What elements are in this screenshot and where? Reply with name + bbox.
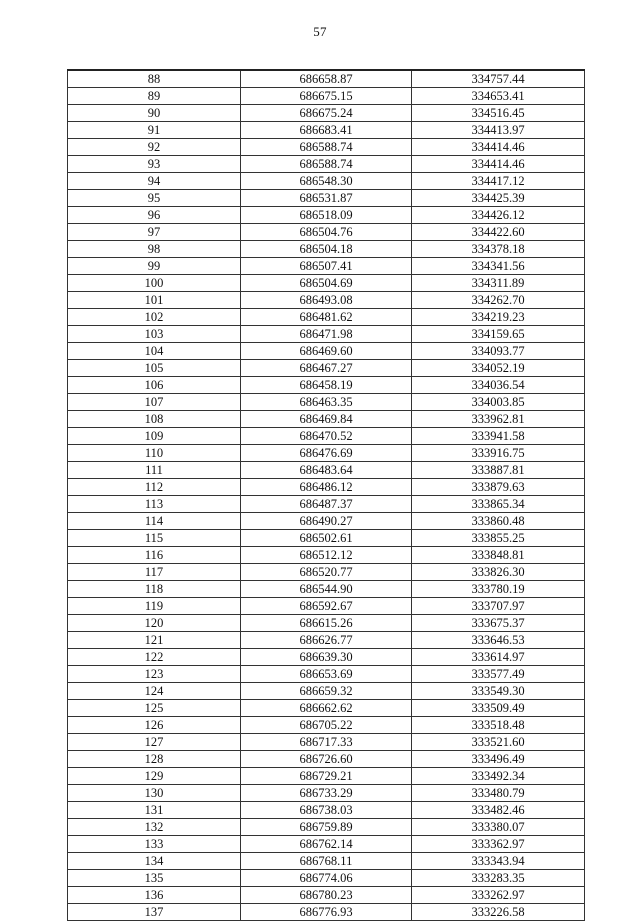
y-coordinate-cell: 333826.30 (412, 564, 585, 581)
table-row (68, 547, 585, 564)
table-row (68, 258, 585, 275)
point-number-cell: 89 (68, 88, 241, 105)
table-row (68, 802, 585, 819)
table-row (68, 564, 585, 581)
point-number-cell: 91 (68, 122, 241, 139)
point-number-cell: 136 (68, 887, 241, 904)
point-number-cell: 88 (68, 70, 241, 88)
table-row (68, 734, 585, 751)
table-row (68, 632, 585, 649)
table-row (68, 173, 585, 190)
table-row (68, 904, 585, 921)
point-number-cell: 101 (68, 292, 241, 309)
table-row (68, 326, 585, 343)
point-number-cell: 102 (68, 309, 241, 326)
x-coordinate-cell: 686467.27 (241, 360, 412, 377)
x-coordinate-cell: 686487.37 (241, 496, 412, 513)
table-row (68, 666, 585, 683)
y-coordinate-cell: 334414.46 (412, 156, 585, 173)
y-coordinate-cell: 334417.12 (412, 173, 585, 190)
y-coordinate-cell: 334414.46 (412, 139, 585, 156)
x-coordinate-cell: 686626.77 (241, 632, 412, 649)
point-number-cell: 116 (68, 547, 241, 564)
y-coordinate-cell: 334159.65 (412, 326, 585, 343)
y-coordinate-cell: 334757.44 (412, 70, 585, 88)
coordinates-table (67, 69, 585, 921)
x-coordinate-cell: 686675.15 (241, 88, 412, 105)
x-coordinate-cell: 686588.74 (241, 139, 412, 156)
point-number-cell: 100 (68, 275, 241, 292)
point-number-cell: 114 (68, 513, 241, 530)
x-coordinate-cell: 686659.32 (241, 683, 412, 700)
point-number-cell: 97 (68, 224, 241, 241)
x-coordinate-cell: 686726.60 (241, 751, 412, 768)
y-coordinate-cell: 333646.53 (412, 632, 585, 649)
x-coordinate-cell: 686544.90 (241, 581, 412, 598)
x-coordinate-cell: 686471.98 (241, 326, 412, 343)
table-row (68, 836, 585, 853)
x-coordinate-cell: 686469.84 (241, 411, 412, 428)
y-coordinate-cell: 334311.89 (412, 275, 585, 292)
table-row (68, 819, 585, 836)
table-row (68, 445, 585, 462)
x-coordinate-cell: 686507.41 (241, 258, 412, 275)
table-row (68, 513, 585, 530)
y-coordinate-cell: 334003.85 (412, 394, 585, 411)
table-row (68, 887, 585, 904)
y-coordinate-cell: 333226.58 (412, 904, 585, 921)
point-number-cell: 111 (68, 462, 241, 479)
x-coordinate-cell: 686502.61 (241, 530, 412, 547)
point-number-cell: 131 (68, 802, 241, 819)
table-row (68, 751, 585, 768)
table-row (68, 615, 585, 632)
x-coordinate-cell: 686458.19 (241, 377, 412, 394)
y-coordinate-cell: 333887.81 (412, 462, 585, 479)
y-coordinate-cell: 333707.97 (412, 598, 585, 615)
x-coordinate-cell: 686658.87 (241, 70, 412, 88)
table-row (68, 717, 585, 734)
y-coordinate-cell: 334653.41 (412, 88, 585, 105)
table-row (68, 768, 585, 785)
y-coordinate-cell: 333480.79 (412, 785, 585, 802)
table-row (68, 428, 585, 445)
y-coordinate-cell: 333879.63 (412, 479, 585, 496)
point-number-cell: 132 (68, 819, 241, 836)
x-coordinate-cell: 686683.41 (241, 122, 412, 139)
table-row (68, 870, 585, 887)
y-coordinate-cell: 334052.19 (412, 360, 585, 377)
x-coordinate-cell: 686512.12 (241, 547, 412, 564)
point-number-cell: 105 (68, 360, 241, 377)
table-row (68, 581, 585, 598)
table-row (68, 360, 585, 377)
y-coordinate-cell: 333283.35 (412, 870, 585, 887)
x-coordinate-cell: 686653.69 (241, 666, 412, 683)
y-coordinate-cell: 333380.07 (412, 819, 585, 836)
x-coordinate-cell: 686588.74 (241, 156, 412, 173)
y-coordinate-cell: 334378.18 (412, 241, 585, 258)
point-number-cell: 129 (68, 768, 241, 785)
x-coordinate-cell: 686470.52 (241, 428, 412, 445)
x-coordinate-cell: 686733.29 (241, 785, 412, 802)
point-number-cell: 134 (68, 853, 241, 870)
table-row (68, 530, 585, 547)
point-number-cell: 122 (68, 649, 241, 666)
x-coordinate-cell: 686776.93 (241, 904, 412, 921)
y-coordinate-cell: 333860.48 (412, 513, 585, 530)
point-number-cell: 117 (68, 564, 241, 581)
y-coordinate-cell: 334413.97 (412, 122, 585, 139)
point-number-cell: 103 (68, 326, 241, 343)
x-coordinate-cell: 686615.26 (241, 615, 412, 632)
point-number-cell: 128 (68, 751, 241, 768)
y-coordinate-cell: 333509.49 (412, 700, 585, 717)
x-coordinate-cell: 686483.64 (241, 462, 412, 479)
y-coordinate-cell: 333855.25 (412, 530, 585, 547)
point-number-cell: 90 (68, 105, 241, 122)
y-coordinate-cell: 333780.19 (412, 581, 585, 598)
x-coordinate-cell: 686729.21 (241, 768, 412, 785)
y-coordinate-cell: 333521.60 (412, 734, 585, 751)
y-coordinate-cell: 334422.60 (412, 224, 585, 241)
point-number-cell: 124 (68, 683, 241, 700)
point-number-cell: 109 (68, 428, 241, 445)
point-number-cell: 95 (68, 190, 241, 207)
point-number-cell: 118 (68, 581, 241, 598)
y-coordinate-cell: 333848.81 (412, 547, 585, 564)
table-row (68, 598, 585, 615)
point-number-cell: 119 (68, 598, 241, 615)
table-row (68, 700, 585, 717)
table-row (68, 411, 585, 428)
table-row (68, 224, 585, 241)
point-number-cell: 133 (68, 836, 241, 853)
table-row (68, 156, 585, 173)
table-row (68, 683, 585, 700)
table-row (68, 785, 585, 802)
y-coordinate-cell: 333343.94 (412, 853, 585, 870)
table-row (68, 139, 585, 156)
point-number-cell: 112 (68, 479, 241, 496)
x-coordinate-cell: 686592.67 (241, 598, 412, 615)
y-coordinate-cell: 334341.56 (412, 258, 585, 275)
x-coordinate-cell: 686705.22 (241, 717, 412, 734)
y-coordinate-cell: 334426.12 (412, 207, 585, 224)
y-coordinate-cell: 333577.49 (412, 666, 585, 683)
x-coordinate-cell: 686675.24 (241, 105, 412, 122)
table-row (68, 241, 585, 258)
y-coordinate-cell: 333492.34 (412, 768, 585, 785)
x-coordinate-cell: 686504.76 (241, 224, 412, 241)
table-row (68, 462, 585, 479)
y-coordinate-cell: 333496.49 (412, 751, 585, 768)
y-coordinate-cell: 333614.97 (412, 649, 585, 666)
point-number-cell: 107 (68, 394, 241, 411)
x-coordinate-cell: 686780.23 (241, 887, 412, 904)
point-number-cell: 121 (68, 632, 241, 649)
point-number-cell: 113 (68, 496, 241, 513)
table-row (68, 70, 585, 88)
point-number-cell: 137 (68, 904, 241, 921)
table-row (68, 853, 585, 870)
coordinates-table-body (68, 70, 585, 921)
point-number-cell: 104 (68, 343, 241, 360)
y-coordinate-cell: 333865.34 (412, 496, 585, 513)
x-coordinate-cell: 686774.06 (241, 870, 412, 887)
table-row (68, 292, 585, 309)
x-coordinate-cell: 686639.30 (241, 649, 412, 666)
y-coordinate-cell: 334036.54 (412, 377, 585, 394)
y-coordinate-cell: 333549.30 (412, 683, 585, 700)
x-coordinate-cell: 686518.09 (241, 207, 412, 224)
point-number-cell: 126 (68, 717, 241, 734)
x-coordinate-cell: 686469.60 (241, 343, 412, 360)
point-number-cell: 93 (68, 156, 241, 173)
point-number-cell: 106 (68, 377, 241, 394)
point-number-cell: 115 (68, 530, 241, 547)
y-coordinate-cell: 333675.37 (412, 615, 585, 632)
table-row (68, 88, 585, 105)
table-row (68, 394, 585, 411)
point-number-cell: 130 (68, 785, 241, 802)
table-row (68, 343, 585, 360)
y-coordinate-cell: 334516.45 (412, 105, 585, 122)
point-number-cell: 123 (68, 666, 241, 683)
point-number-cell: 94 (68, 173, 241, 190)
x-coordinate-cell: 686504.18 (241, 241, 412, 258)
point-number-cell: 98 (68, 241, 241, 258)
point-number-cell: 120 (68, 615, 241, 632)
y-coordinate-cell: 333482.46 (412, 802, 585, 819)
table-row (68, 105, 585, 122)
point-number-cell: 135 (68, 870, 241, 887)
x-coordinate-cell: 686490.27 (241, 513, 412, 530)
x-coordinate-cell: 686476.69 (241, 445, 412, 462)
point-number-cell: 99 (68, 258, 241, 275)
x-coordinate-cell: 686463.35 (241, 394, 412, 411)
table-row (68, 207, 585, 224)
y-coordinate-cell: 333916.75 (412, 445, 585, 462)
y-coordinate-cell: 333962.81 (412, 411, 585, 428)
x-coordinate-cell: 686481.62 (241, 309, 412, 326)
x-coordinate-cell: 686762.14 (241, 836, 412, 853)
x-coordinate-cell: 686662.62 (241, 700, 412, 717)
y-coordinate-cell: 334093.77 (412, 343, 585, 360)
x-coordinate-cell: 686759.89 (241, 819, 412, 836)
table-row (68, 309, 585, 326)
x-coordinate-cell: 686504.69 (241, 275, 412, 292)
y-coordinate-cell: 333518.48 (412, 717, 585, 734)
y-coordinate-cell: 333362.97 (412, 836, 585, 853)
point-number-cell: 110 (68, 445, 241, 462)
x-coordinate-cell: 686520.77 (241, 564, 412, 581)
y-coordinate-cell: 334425.39 (412, 190, 585, 207)
y-coordinate-cell: 334262.70 (412, 292, 585, 309)
table-row (68, 190, 585, 207)
x-coordinate-cell: 686717.33 (241, 734, 412, 751)
table-row (68, 649, 585, 666)
table-row (68, 496, 585, 513)
point-number-cell: 125 (68, 700, 241, 717)
point-number-cell: 127 (68, 734, 241, 751)
x-coordinate-cell: 686531.87 (241, 190, 412, 207)
y-coordinate-cell: 334219.23 (412, 309, 585, 326)
page-number: 57 (313, 24, 327, 39)
y-coordinate-cell: 333262.97 (412, 887, 585, 904)
table-row (68, 377, 585, 394)
x-coordinate-cell: 686738.03 (241, 802, 412, 819)
x-coordinate-cell: 686548.30 (241, 173, 412, 190)
x-coordinate-cell: 686486.12 (241, 479, 412, 496)
y-coordinate-cell: 333941.58 (412, 428, 585, 445)
x-coordinate-cell: 686493.08 (241, 292, 412, 309)
point-number-cell: 96 (68, 207, 241, 224)
table-row (68, 479, 585, 496)
table-row (68, 275, 585, 292)
point-number-cell: 108 (68, 411, 241, 428)
point-number-cell: 92 (68, 139, 241, 156)
table-row (68, 122, 585, 139)
x-coordinate-cell: 686768.11 (241, 853, 412, 870)
